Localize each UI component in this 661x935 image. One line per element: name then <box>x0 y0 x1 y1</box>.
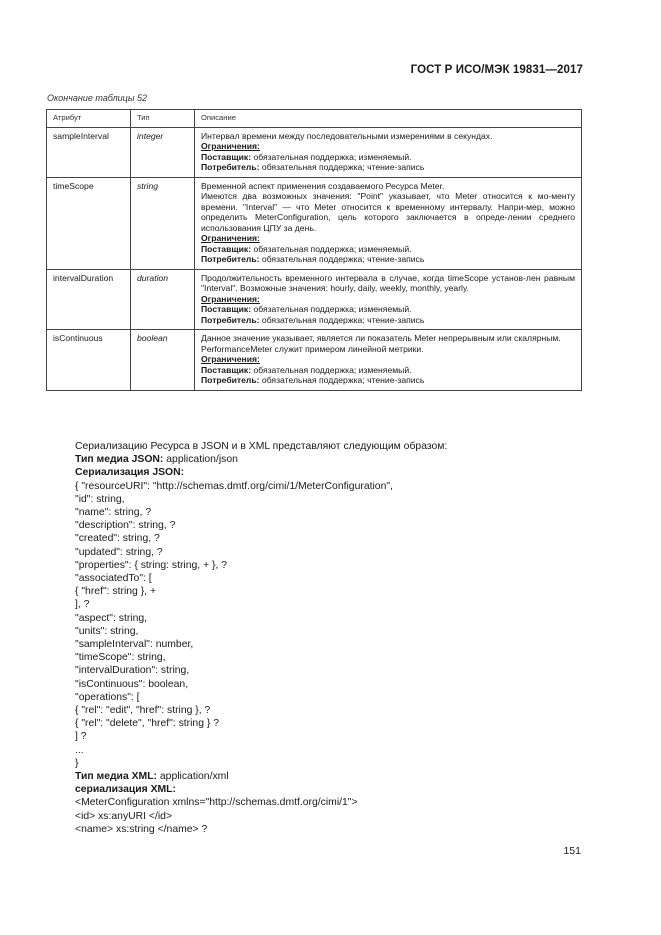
attribute-cell: sampleInterval <box>47 127 131 177</box>
type-cell: duration <box>131 269 195 330</box>
json-media-label: Тип медиа JSON: <box>75 454 164 466</box>
attribute-cell: isContinuous <box>47 330 131 391</box>
description-text: Данное значение указывает, является ли показатель Meter непрерывным или скалярным. <box>201 333 561 343</box>
code-line: "associatedTo": [ <box>75 573 152 585</box>
header-attribute: Атрибут <box>47 110 131 128</box>
table-header-row <box>47 110 582 128</box>
document-id-header: ГОСТ Р ИСО/МЭК 19831—2017 <box>410 64 583 76</box>
constraints-label: Ограничения: <box>201 141 260 151</box>
provider-label: Поставщик: <box>201 243 252 254</box>
consumer-value: обязательная поддержка; чтение-запись <box>259 254 425 264</box>
description-text-2: PerformanceMeter служит примером линейной метрики. <box>201 343 424 354</box>
table-caption: Окончание таблицы 52 <box>47 93 147 103</box>
type-cell: string <box>131 177 195 269</box>
attributes-table <box>46 109 582 391</box>
description-cell <box>195 177 582 269</box>
json-media-type <box>75 453 585 466</box>
table-row <box>47 330 582 391</box>
constraints-label: Ограничения: <box>201 233 260 243</box>
consumer-value: обязательная поддержка; чтение-запись <box>259 375 425 385</box>
code-line: { "resourceURI": "http://schemas.dmtf.org/cimi/1/MeterConfiguration", <box>75 480 393 492</box>
consumer-label: Потребитель: <box>201 314 260 325</box>
type-cell: integer <box>131 127 195 177</box>
type-cell: boolean <box>131 330 195 391</box>
constraints-label: Ограничения: <box>201 293 260 304</box>
code-line: { "rel": "edit", "href": string }, ? <box>75 705 211 717</box>
json-media-value: application/json <box>163 454 238 466</box>
description-cell <box>195 330 582 391</box>
table-row <box>47 269 582 330</box>
constraints-label: Ограничения: <box>201 354 260 364</box>
table-row <box>47 177 582 269</box>
description-cell <box>195 127 582 177</box>
xml-media-value: application/xml <box>157 771 229 783</box>
code-line: "created": string, ? <box>75 533 160 545</box>
xml-serialization-label: сериализация XML: <box>75 784 176 796</box>
provider-label: Поставщик: <box>201 151 252 162</box>
consumer-label: Потребитель: <box>201 254 260 264</box>
code-line: <MeterConfiguration xmlns="http://schemas.dmtf.org/cimi/1"> <box>75 797 358 809</box>
code-line: "operations": [ <box>75 691 140 703</box>
code-line: { "rel": "delete", "href": string } ? <box>75 718 220 730</box>
xml-code-block <box>75 796 585 836</box>
consumer-label: Потребитель: <box>201 375 260 385</box>
provider-value: обязательная поддержка; изменяемый. <box>251 364 412 375</box>
code-line: "sampleInterval": number, <box>75 639 194 651</box>
consumer-value: обязательная поддержка; чтение-запись <box>259 314 425 325</box>
header-type: Тип <box>131 110 195 128</box>
provider-value: обязательная поддержка; изменяемый. <box>251 151 412 162</box>
header-description: Описание <box>195 110 582 128</box>
attribute-cell: timeScope <box>47 177 131 269</box>
code-line: "units": string, <box>75 625 139 637</box>
json-serialization-label: Сериализация JSON: <box>75 467 185 479</box>
xml-media-type <box>75 770 585 783</box>
code-line: "timeScope": string, <box>75 652 166 664</box>
code-line: "isContinuous": boolean, <box>75 678 189 690</box>
code-line: ] ? <box>75 731 87 743</box>
table-row <box>47 127 582 177</box>
provider-label: Поставщик: <box>201 304 252 314</box>
serialization-section <box>75 440 585 836</box>
description-text-2: Имеются два возможных значения: "Point" указывает, что Meter относится к мо-менту времени. "Interval" — что Meter относится к временному интервалу. Напри-мер, можно определить MeterConfiguration, цель которого заключается в опреде-лении среднего использования ЦПУ за день. <box>201 191 575 233</box>
code-line: <id> xs:anyURI </id> <box>75 810 173 822</box>
consumer-label: Потребитель: <box>201 162 260 172</box>
code-line: "aspect": string, <box>75 612 148 624</box>
code-line: ... <box>75 744 84 756</box>
serialization-intro: Сериализацию Ресурса в JSON и в XML представляют следующим образом: <box>75 441 448 452</box>
provider-value: обязательная поддержка; изменяемый. <box>251 304 412 314</box>
xml-media-label: Тип медиа XML: <box>75 771 158 783</box>
code-line: "description": string, ? <box>75 520 176 532</box>
code-line: "updated": string, ? <box>75 546 163 558</box>
description-text: Продолжительность временного интервала в случае, когда timeScope установ-лен равным "Interval". Возможные значения: hourly, daily, weekly, monthly, yearly. <box>201 272 575 293</box>
attribute-cell: intervalDuration <box>47 269 131 330</box>
provider-value: обязательная поддержка; изменяемый. <box>251 243 412 254</box>
code-line: { "href": string }, + <box>75 586 157 598</box>
code-line: "intervalDuration": string, <box>75 665 190 677</box>
code-line: "id": string, <box>75 493 125 505</box>
provider-label: Поставщик: <box>201 364 252 375</box>
description-text: Временной аспект применения создаваемого Ресурса Meter. <box>201 180 445 191</box>
description-text: Интервал времени между последовательными измерениями в секундах. <box>201 130 493 141</box>
code-line: } <box>75 757 79 769</box>
code-line: <name> xs:string </name> ? <box>75 823 208 835</box>
consumer-value: обязательная поддержка; чтение-запись <box>259 162 425 172</box>
code-line: "name": string, ? <box>75 507 152 519</box>
json-code-block <box>75 480 585 770</box>
code-line: ], ? <box>75 599 90 611</box>
page-number: 151 <box>563 845 581 857</box>
code-line: "properties": { string: string, + }, ? <box>75 559 228 571</box>
description-cell <box>195 269 582 330</box>
